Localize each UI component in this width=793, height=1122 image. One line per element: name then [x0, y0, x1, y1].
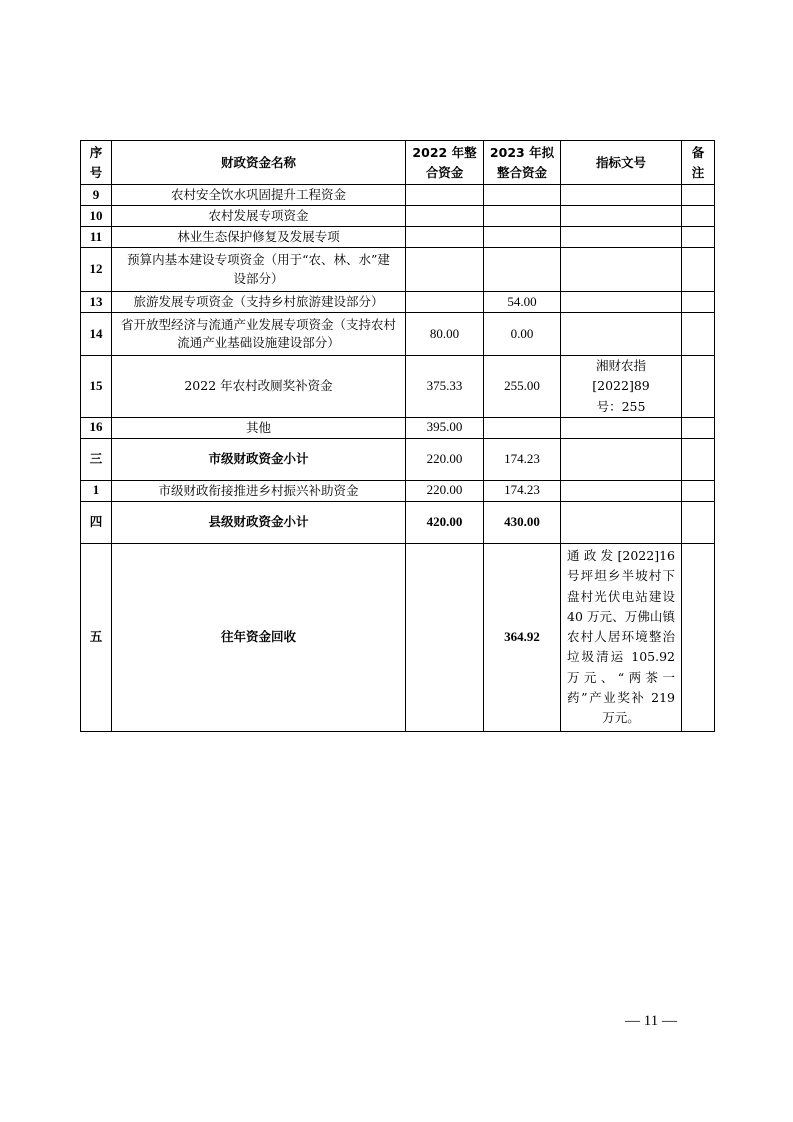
row-amount-2022: [406, 206, 484, 227]
row-name: 林业生态保护修复及发展专项: [112, 227, 406, 248]
row-note: [682, 292, 715, 313]
row-doc-number: [561, 480, 682, 501]
row-note: [682, 417, 715, 438]
row-note: [682, 185, 715, 206]
row-seq: 13: [81, 292, 112, 313]
row-doc-number: 通政发[2022]16 号坪坦乡半坡村下盘村光伏电站建设 40 万元、万佛山镇农村人居环境整治垃圾清运 105.92 万元、“两茶一药”产业奖补 219 万元。: [561, 543, 682, 731]
row-amount-2023: 54.00: [484, 292, 561, 313]
row-note: [682, 227, 715, 248]
row-amount-2023: [484, 185, 561, 206]
row-note: [682, 206, 715, 227]
row-name: 往年资金回收: [112, 543, 406, 731]
row-seq: 四: [81, 501, 112, 543]
table-header-row: [81, 141, 715, 185]
table-row: [81, 438, 715, 480]
table-row: [81, 480, 715, 501]
row-seq: 11: [81, 227, 112, 248]
row-name: 市级财政衔接推进乡村振兴补助资金: [112, 480, 406, 501]
row-amount-2023: 255.00: [484, 356, 561, 418]
row-amount-2023: [484, 206, 561, 227]
funds-table: [80, 140, 715, 732]
row-amount-2023: 0.00: [484, 313, 561, 356]
row-name: 预算内基本建设专项资金（用于“农、林、水”建设部分）: [112, 248, 406, 292]
row-doc-number: [561, 417, 682, 438]
table-row: [81, 313, 715, 356]
row-amount-2023: [484, 227, 561, 248]
row-amount-2022: [406, 543, 484, 731]
row-doc-number: [561, 185, 682, 206]
table-row: [81, 356, 715, 418]
row-amount-2022: 375.33: [406, 356, 484, 418]
row-note: [682, 356, 715, 418]
row-name: 省开放型经济与流通产业发展专项资金（支持农村流通产业基础设施建设部分）: [112, 313, 406, 356]
table-row: [81, 501, 715, 543]
row-amount-2022: 220.00: [406, 438, 484, 480]
row-seq: 1: [81, 480, 112, 501]
row-amount-2023: [484, 248, 561, 292]
row-note: [682, 313, 715, 356]
header-amount-2022: 2022 年整 合资金: [406, 141, 484, 185]
row-amount-2023: 364.92: [484, 543, 561, 731]
row-doc-number: [561, 313, 682, 356]
header-doc-number: 指标文号: [561, 141, 682, 185]
row-seq: 9: [81, 185, 112, 206]
table-row: [81, 417, 715, 438]
table-row: [81, 543, 715, 731]
header-amount-2023: 2023 年拟 整合资金: [484, 141, 561, 185]
row-seq: 14: [81, 313, 112, 356]
row-seq: 10: [81, 206, 112, 227]
row-amount-2023: 430.00: [484, 501, 561, 543]
row-note: [682, 248, 715, 292]
row-amount-2023: 174.23: [484, 438, 561, 480]
row-amount-2022: 220.00: [406, 480, 484, 501]
row-note: [682, 501, 715, 543]
header-name: 财政资金名称: [112, 141, 406, 185]
row-name: 其他: [112, 417, 406, 438]
row-name: 农村发展专项资金: [112, 206, 406, 227]
row-amount-2023: [484, 417, 561, 438]
row-doc-number: [561, 227, 682, 248]
row-amount-2022: [406, 185, 484, 206]
row-seq: 三: [81, 438, 112, 480]
row-doc-number: [561, 248, 682, 292]
table-row: [81, 248, 715, 292]
row-seq: 五: [81, 543, 112, 731]
row-doc-number: 湘财农指[2022]89 号：255: [561, 356, 682, 418]
row-note: [682, 543, 715, 731]
row-name: 旅游发展专项资金（支持乡村旅游建设部分）: [112, 292, 406, 313]
row-seq: 12: [81, 248, 112, 292]
row-name: 农村安全饮水巩固提升工程资金: [112, 185, 406, 206]
row-note: [682, 438, 715, 480]
table-row: [81, 292, 715, 313]
row-name: 县级财政资金小计: [112, 501, 406, 543]
row-amount-2023: 174.23: [484, 480, 561, 501]
row-amount-2022: 420.00: [406, 501, 484, 543]
row-doc-number: [561, 292, 682, 313]
row-amount-2022: 395.00: [406, 417, 484, 438]
row-seq: 15: [81, 356, 112, 418]
row-amount-2022: [406, 227, 484, 248]
row-seq: 16: [81, 417, 112, 438]
row-amount-2022: [406, 292, 484, 313]
row-name: 2022 年农村改厕奖补资金: [112, 356, 406, 418]
table-row: [81, 206, 715, 227]
header-seq: 序 号: [81, 141, 112, 185]
row-note: [682, 480, 715, 501]
table-row: [81, 185, 715, 206]
row-doc-number: [561, 501, 682, 543]
table-row: [81, 227, 715, 248]
row-amount-2022: 80.00: [406, 313, 484, 356]
header-note: 备 注: [682, 141, 715, 185]
row-amount-2022: [406, 248, 484, 292]
page-number: — 11 —: [625, 1013, 677, 1029]
row-name: 市级财政资金小计: [112, 438, 406, 480]
row-doc-number: [561, 438, 682, 480]
row-doc-number: [561, 206, 682, 227]
